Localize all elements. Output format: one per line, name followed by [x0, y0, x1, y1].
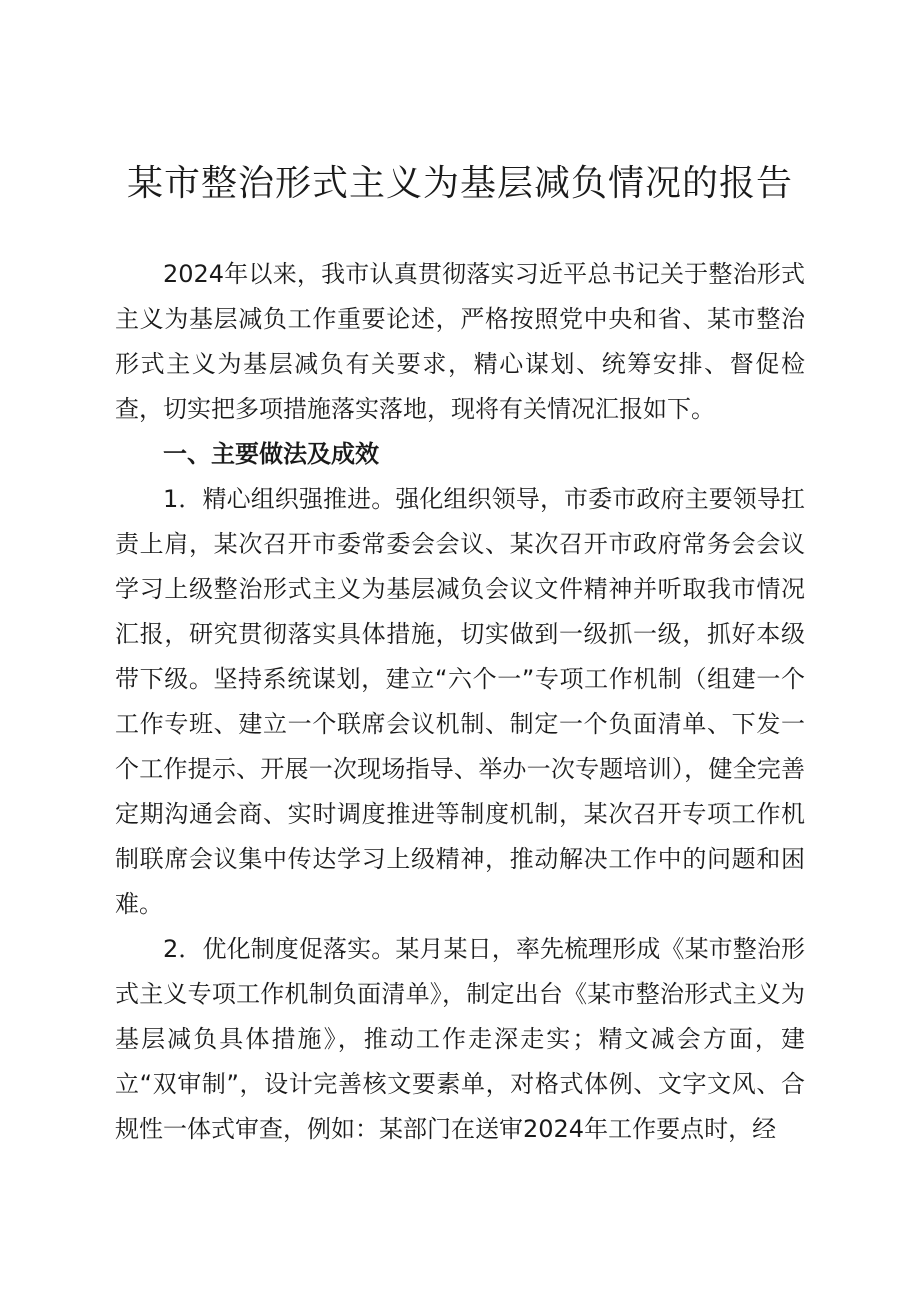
section-heading: 一、主要做法及成效	[163, 440, 379, 468]
document-body	[115, 252, 805, 1152]
item-1-paragraph: 1．精心组织强推进。强化组织领导，市委市政府主要领导扛责上肩，某次召开市委常委会会议、某次召开市政府常务会会议学习上级整治形式主义为基层减负会议文件精神并听取我市情况汇报，研究贯彻落实具体措施，切实做到一级抓一级，抓好本级带下级。坚持系统谋划，建立“六个一”专项工作机制（组建一个工作专班、建立一个联席会议机制、制定一个负面清单、下发一个工作提示、开展一次现场指导、举办一次专题培训），健全完善定期沟通会商、实时调度推进等制度机制，某次召开专项工作机制联席会议集中传达学习上级精神，推动解决工作中的问题和困难。	[115, 485, 805, 918]
document-title: 某市整治形式主义为基层减负情况的报告	[126, 163, 793, 204]
intro-paragraph: 2024年以来，我市认真贯彻落实习近平总书记关于整治形式主义为基层减负工作重要论述，严格按照党中央和省、某市整治形式主义为基层减负有关要求，精心谋划、统筹安排、督促检查，切实把多项措施落实落地，现将有关情况汇报如下。	[115, 260, 805, 423]
item-2-paragraph: 2．优化制度促落实。某月某日，率先梳理形成《某市整治形式主义专项工作机制负面清单》，制定出台《某市整治形式主义为基层减负具体措施》，推动工作走深走实；精文减会方面，建立“双审制”，设计完善核文要素单，对格式体例、文字文风、合规性一体式审查，例如：某部门在送审2024年工作要点时，经	[115, 935, 805, 1143]
